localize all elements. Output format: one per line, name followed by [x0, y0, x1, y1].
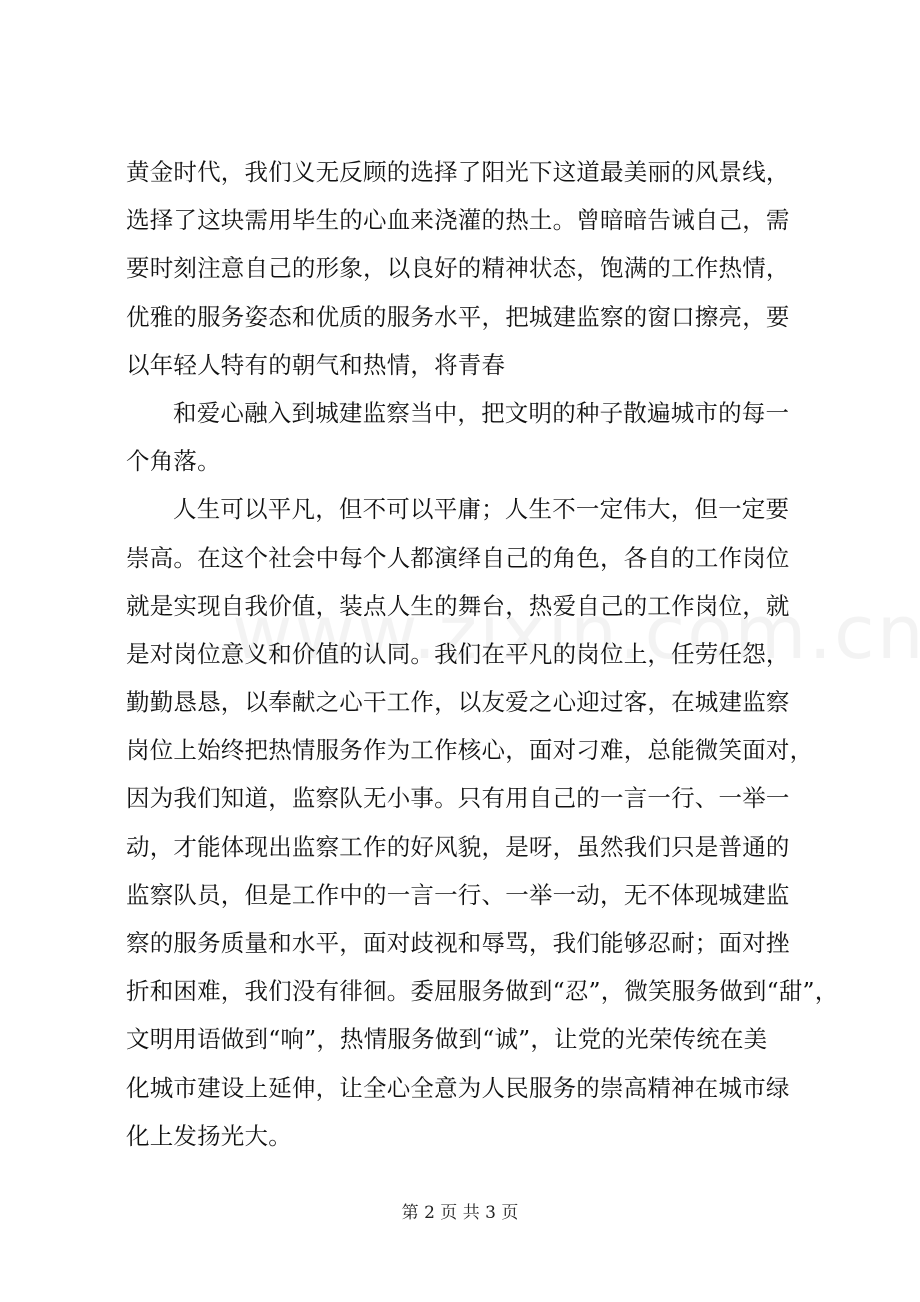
text-line: 就是实现自我价值，装点人生的舞台，热爱自己的工作岗位，就 [126, 591, 790, 620]
body-text [126, 148, 839, 1160]
text-line: 要时刻注意自己的形象，以良好的精神状态，饱满的工作热情， [126, 254, 790, 283]
text-line: 以年轻人特有的朝气和热情，将青春 [126, 350, 506, 379]
text-line: 因为我们知道，监察队无小事。只有用自己的一言一行、一举一 [126, 784, 790, 813]
paragraph-start-line: 人生可以平凡，但不可以平庸；人生不一定伟大，但一定要 [173, 495, 790, 524]
text-line: 选择了这块需用毕生的心血来浇灌的热土。曾暗暗告诫自己，需 [126, 206, 790, 235]
text-line: 是对岗位意义和价值的认同。我们在平凡的岗位上，任劳任怨， [126, 639, 790, 668]
text-line: 动，才能体现出监察工作的好风貌，是呀，虽然我们只是普通的 [126, 832, 790, 861]
text-line: 黄金时代，我们义无反顾的选择了阳光下这道最美丽的风景线， [126, 158, 790, 186]
text-line: 文明用语做到“响”，热情服务做到“诚”，让党的光荣传统在美 [126, 1025, 768, 1054]
text-line: 折和困难，我们没有徘徊。委屈服务做到“忍”，微笑服务做到“甜”， [126, 977, 839, 1006]
text-line: 监察队员，但是工作中的一言一行、一举一动，无不体现城建监 [126, 880, 790, 909]
paragraph-start-line: 和爱心融入到城建监察当中，把文明的种子散遍城市的每一 [173, 398, 790, 427]
text-line: 优雅的服务姿态和优质的服务水平，把城建监察的窗口擦亮，要 [126, 302, 790, 331]
page-footer: 第 2 页 共 3 页 [401, 1203, 519, 1223]
text-line: 化城市建设上延伸，让全心全意为人民服务的崇高精神在城市绿 [126, 1073, 790, 1102]
text-line: 个角落。 [126, 447, 221, 476]
text-line: 化上发扬光大。 [126, 1121, 292, 1150]
text-line: 岗位上始终把热情服务作为工作核心，面对刁难，总能微笑面对， [126, 736, 814, 765]
text-line: 崇高。在这个社会中每个人都演绎自己的角色，各自的工作岗位 [126, 543, 790, 572]
text-line: 勤勤恳恳，以奉献之心干工作，以友爱之心迎过客，在城建监察 [126, 688, 790, 717]
text-line: 察的服务质量和水平，面对歧视和辱骂，我们能够忍耐；面对挫 [126, 929, 790, 957]
